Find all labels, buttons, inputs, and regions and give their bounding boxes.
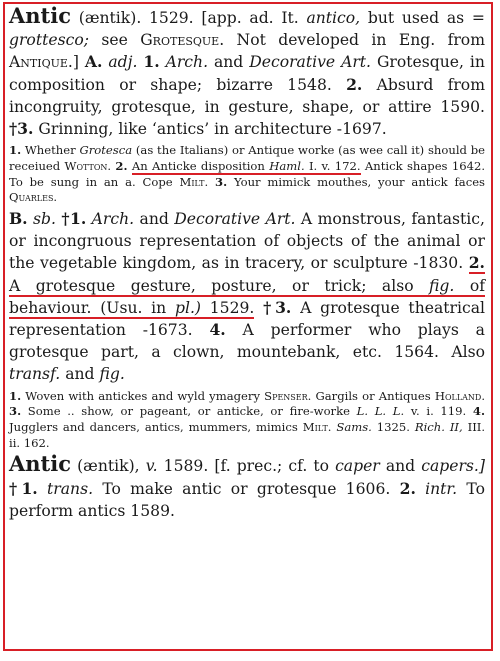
- quotation: Jugglers and dancers, antics, mummers, mimics: [9, 420, 298, 435]
- pronunciation: (æntik),: [77, 457, 140, 476]
- etymology: [f. prec.; cf. to: [214, 457, 329, 476]
- part-of-speech: adj.: [108, 53, 138, 72]
- quotation: An Anticke disposition: [131, 158, 265, 173]
- quotation: To be sung in an a. Cope: [9, 174, 173, 189]
- field-label: Arch.: [165, 53, 209, 72]
- quotation: Your mimick mouthes, your antick faces: [233, 174, 486, 189]
- quote-number: 3.: [215, 174, 228, 189]
- grammar-label: intr.: [425, 479, 458, 498]
- headword: Antic: [9, 451, 72, 477]
- definition: Grotesque, in composition or shape; bizarre 1548.: [9, 53, 485, 94]
- sense-number: †1.: [61, 209, 87, 229]
- etymology: and: [385, 457, 416, 476]
- definition: To perform antics 1589.: [9, 479, 485, 520]
- quotation: Woven with antickes and wyld ymagery: [25, 388, 260, 403]
- entry-antic-adj: [9, 4, 485, 140]
- sense-number: 2.: [399, 478, 416, 498]
- quote-author: Milt.: [302, 420, 332, 435]
- sense-number: †1.: [9, 478, 38, 498]
- quotation-word: Grotesca: [79, 143, 133, 158]
- etymology: [app. ad. It.: [201, 9, 299, 27]
- quote-author: Wotton.: [64, 158, 112, 173]
- field-label: Arch.: [91, 210, 135, 229]
- quote-author: Spenser.: [264, 388, 312, 403]
- quotation: (as the Italians) or Antique worke (as wee call it) should be receiued: [9, 143, 486, 173]
- section-label: B.: [9, 209, 28, 229]
- etymology: Not developed in Eng. from: [236, 31, 485, 50]
- field-label: Decorative Art.: [249, 53, 372, 72]
- section-label: A.: [84, 52, 103, 72]
- definition: of behaviour. (Usu. in: [9, 276, 485, 317]
- etymology: see: [101, 31, 128, 50]
- entry-antic-verb: [9, 453, 485, 522]
- sense-date: 1529.: [209, 298, 255, 317]
- dictionary-page: [3, 2, 493, 651]
- definition: A grotesque gesture, posture, or trick; also: [9, 276, 414, 295]
- quotation: Some .. show, or pageant, or anticke, or fire-worke: [27, 404, 350, 419]
- etymology-word: capers.]: [421, 457, 485, 476]
- quote-source: L. L. L.: [356, 404, 405, 419]
- quote-author: Quarles.: [9, 190, 58, 205]
- etymology-word: caper: [335, 457, 380, 476]
- quote-number: 4.: [472, 404, 486, 419]
- definition: A performer who plays a grotesque part, a clown, mountebank, etc. 1564. Also: [9, 321, 485, 362]
- quote-author: Milt.: [179, 174, 209, 189]
- label-pl: pl.): [174, 298, 201, 317]
- entry-date: 1529.: [149, 9, 194, 27]
- sense-number: 2.: [468, 253, 485, 273]
- quote-number: 1.: [9, 143, 22, 158]
- highlighted-quote: [132, 159, 361, 175]
- field-label: Decorative Art.: [174, 210, 296, 229]
- label-fig: fig.: [429, 276, 455, 295]
- entry-date: 1589.: [163, 457, 209, 476]
- headword: Antic: [9, 3, 72, 28]
- conjunction: and: [213, 53, 244, 72]
- quote-reference: III. ii. 162.: [9, 420, 486, 450]
- quote-reference: v. i. 119.: [410, 404, 467, 419]
- quote-source: Rich. II,: [414, 420, 463, 435]
- conjunction: and: [65, 365, 95, 384]
- sense-number: 4.: [209, 320, 226, 340]
- pronunciation: (æntik).: [78, 9, 142, 27]
- quotation: Antick shapes 1642.: [364, 158, 486, 173]
- quote-reference: 1325.: [376, 420, 410, 435]
- conjunction: and: [139, 210, 169, 229]
- quote-number: 1.: [9, 388, 22, 403]
- sense-number: †3.: [263, 297, 292, 317]
- quote-reference: I. v. 172.: [308, 158, 361, 173]
- definition: Absurd from incongruity, grotesque, in gesture, shape, or attire 1590.: [9, 75, 485, 116]
- definition: Grinning, like ‘antics’ in architecture -1697.: [38, 120, 387, 139]
- etymology: but used as =: [367, 9, 485, 27]
- grammar-label: trans.: [47, 479, 94, 498]
- quotations-b: [9, 389, 485, 452]
- sense-number: †3.: [9, 119, 34, 139]
- quotations-a: [9, 143, 485, 206]
- part-of-speech: sb.: [33, 210, 56, 229]
- definition: A grotesque theatrical representation -1673.: [9, 298, 485, 340]
- label-fig: fig.: [99, 365, 125, 384]
- sense-number: 1.: [143, 52, 160, 72]
- quote-number: 3.: [9, 404, 22, 419]
- definition: To make antic or grotesque 1606.: [102, 479, 391, 498]
- quotation: Whether: [24, 143, 76, 158]
- sense-number: 2.: [346, 74, 363, 94]
- quote-source: Sams.: [336, 420, 372, 435]
- quotation: Gargils or Antiques: [315, 388, 431, 403]
- cross-reference: Antique.]: [9, 53, 79, 72]
- label-transf: transf.: [9, 365, 61, 384]
- cross-reference: Grotesque.: [140, 31, 225, 50]
- entry-antic-noun: [9, 208, 485, 386]
- part-of-speech: v.: [145, 457, 158, 476]
- quote-author: Holland.: [434, 388, 486, 403]
- definition: A monstrous, fantastic, or incongruous representation of objects of the animal or the vegetable kingdom, as in tracery, or sculpture -1830.: [9, 210, 485, 273]
- quote-number: 2.: [115, 158, 128, 173]
- etymology-word: antico,: [306, 9, 361, 27]
- etymology-word: grottesco;: [9, 31, 89, 50]
- quote-source: Haml.: [269, 158, 305, 173]
